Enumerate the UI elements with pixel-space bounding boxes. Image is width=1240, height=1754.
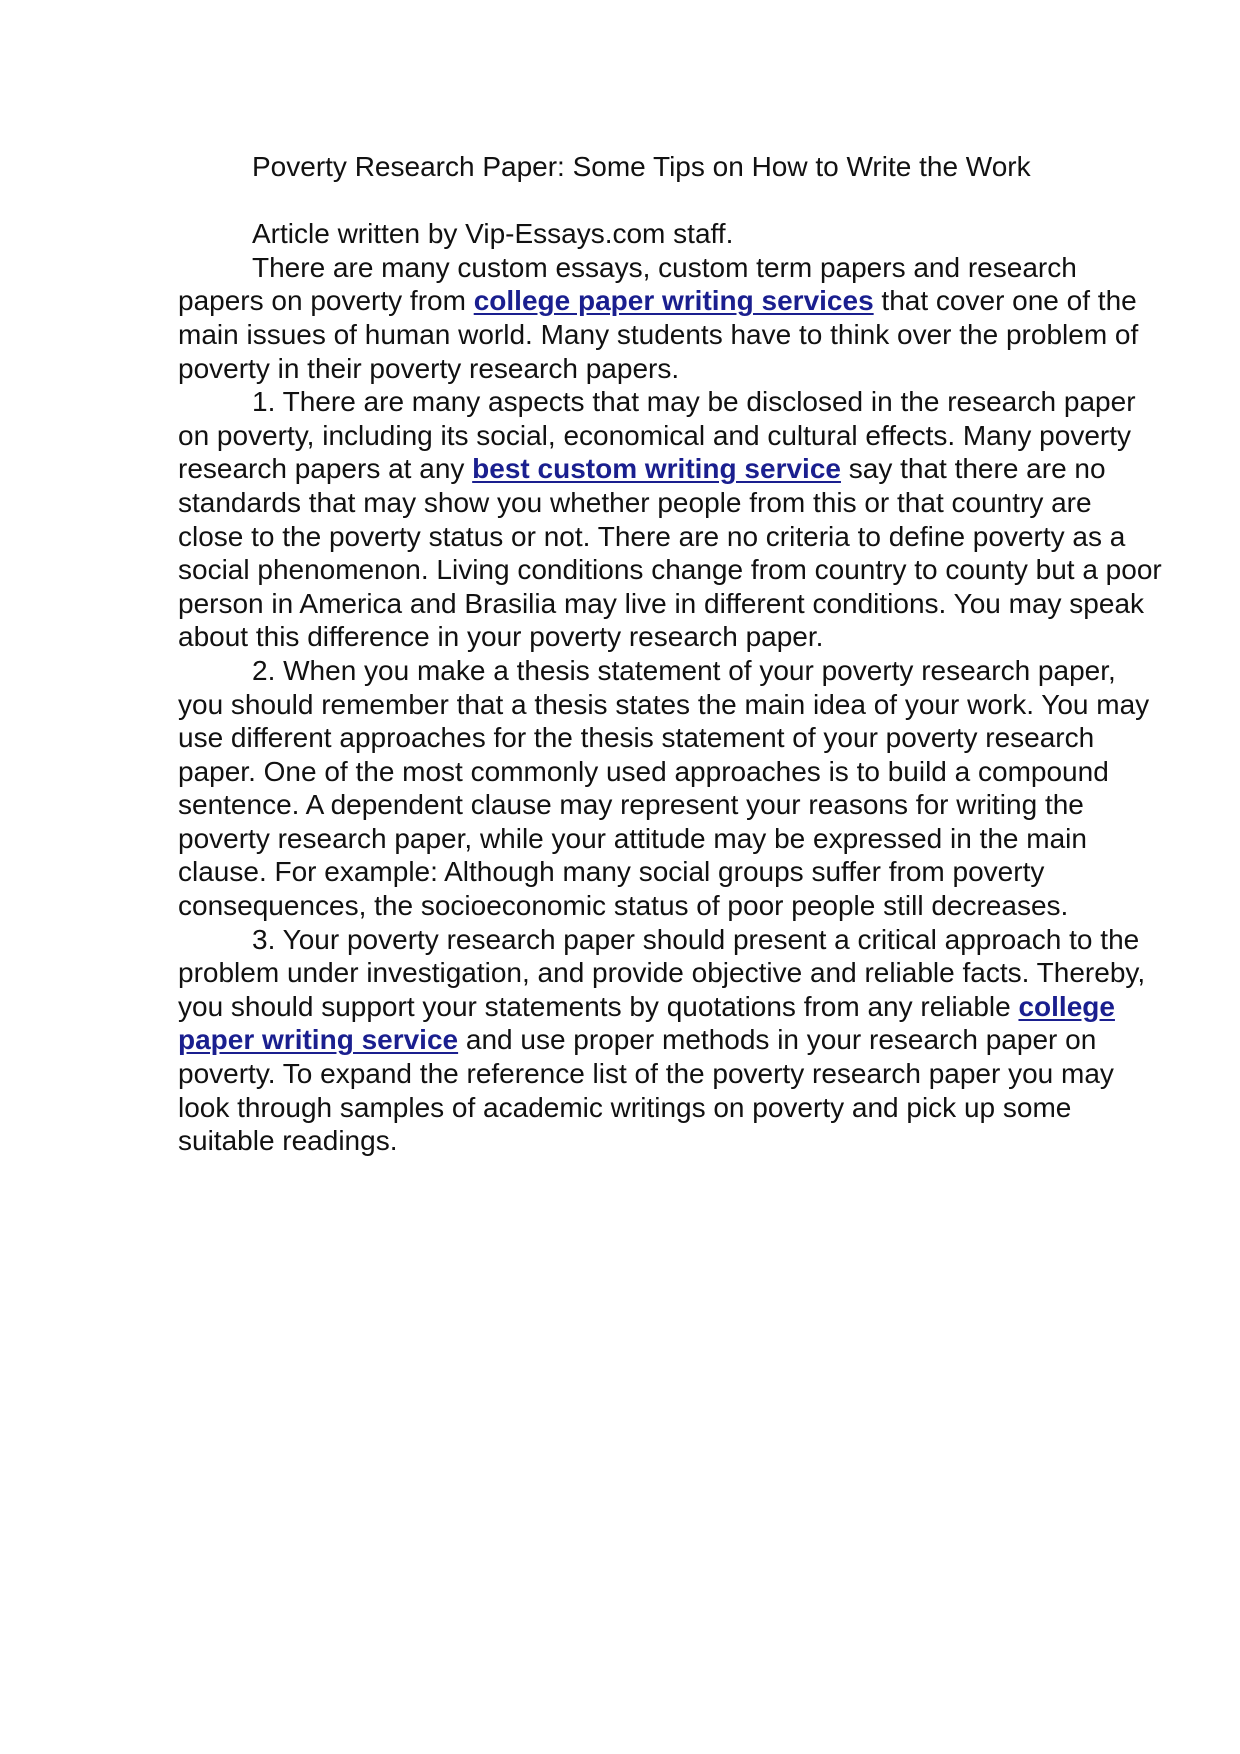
paragraph-text: say that there are no standards that may show you whether people from this or that country are close to the poverty status or not. There are no criteria to define poverty as a social phenomenon. Living conditions change from country to county but a poor person in America and Brasilia may live in different conditions. You may speak about this difference in your poverty research paper. xyxy=(178,453,1162,653)
best-custom-writing-service-link[interactable]: best custom writing service xyxy=(472,453,841,485)
paragraph-text: that cover one of the main issues of human world. Many students have to think over the problem of poverty in their poverty research papers. xyxy=(178,285,1139,384)
paragraph-intro xyxy=(178,251,1163,385)
document-title: Poverty Research Paper: Some Tips on How to Write the Work xyxy=(252,151,1031,182)
paragraph-text: and use proper methods in your research paper on poverty. To expand the reference list of the poverty research paper you may look through samples of academic writings on poverty and pick up some suitable readings. xyxy=(178,1024,1114,1157)
paragraph-text: 3. Your poverty research paper should present a critical approach to the problem under investigation, and provide objective and reliable facts. Thereby, you should support your statements by quotations from any reliable xyxy=(178,923,1146,1022)
college-paper-writing-service-link[interactable]: college paper writing service xyxy=(178,990,1115,1056)
paragraph-tip-2: 2. When you make a thesis statement of your poverty research paper, you should remember that a thesis states the main idea of your work. You may use different approaches for the thesis statement of your poverty research paper. One of the most commonly used approaches is to build a compound sentence. A dependent clause may represent your reasons for writing the poverty research paper, while your attitude may be expressed in the main clause. For example: Although many social groups suffer from poverty consequences, the socioeconomic status of poor people still decreases. xyxy=(178,654,1150,922)
paragraph-tip-3 xyxy=(178,923,1163,1158)
document-body xyxy=(178,150,1163,1158)
college-paper-writing-services-link[interactable]: college paper writing services xyxy=(473,285,874,317)
paragraph-tip-1 xyxy=(178,385,1163,654)
byline: Article written by Vip-Essays.com staff. xyxy=(252,218,734,250)
paragraph-text: 1. There are many aspects that may be disclosed in the research paper on poverty, including its social, economical and cultural effects. Many poverty research papers at any xyxy=(178,386,1136,485)
paragraph-text: There are many custom essays, custom term papers and research papers on poverty from xyxy=(178,251,1077,317)
